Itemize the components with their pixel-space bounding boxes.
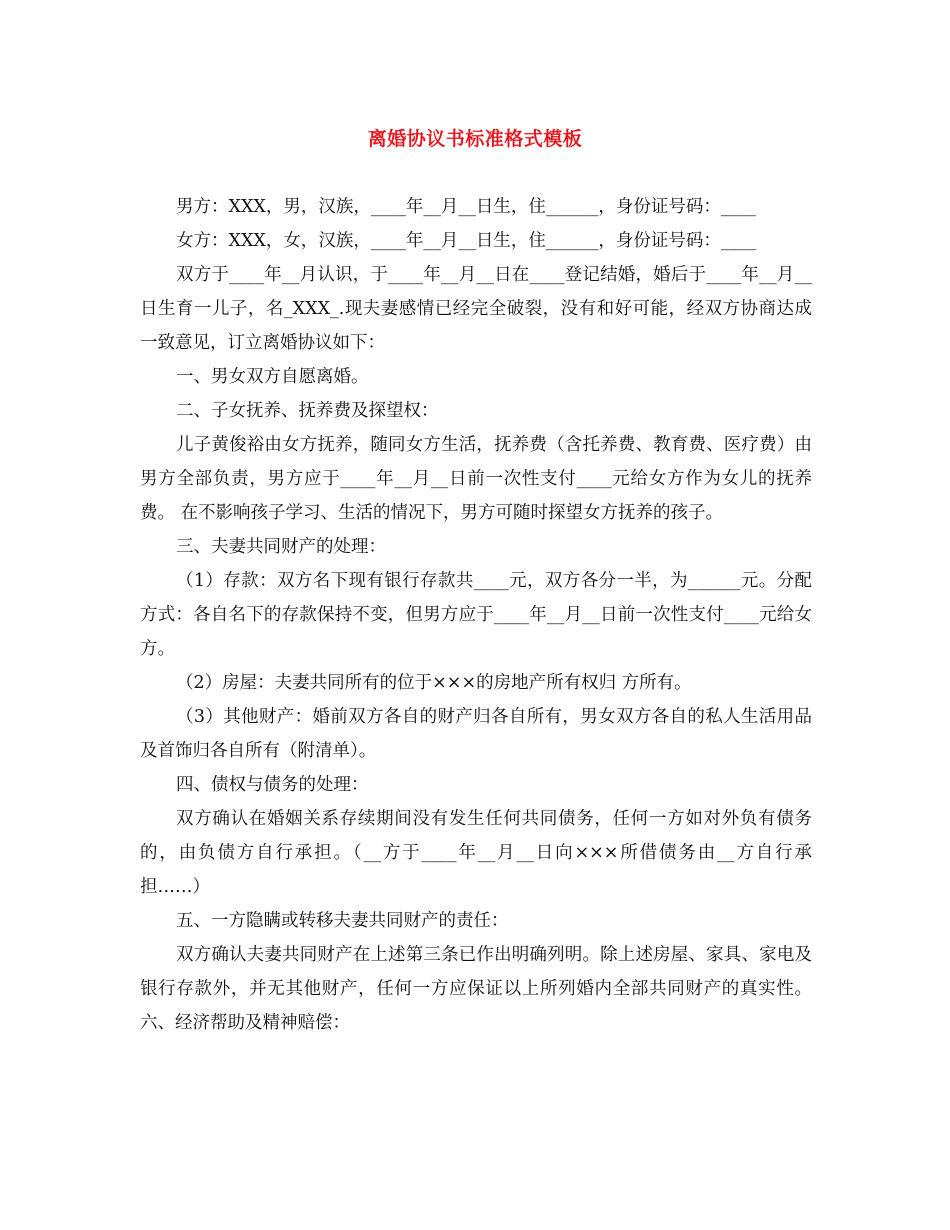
clause-2-body: 儿子黄俊裕由女方抚养，随同女方生活，抚养费（含托养费、教育费、医疗费）由男方全部负责，男方应于____年__月__日前一次性支付____元给女方作为女儿的抚养费。 在不影响孩子学习、生活的情况下，男方可随时探望女方抚养的孩子。 xyxy=(140,435,812,523)
clause-5-body: 双方确认夫妻共同财产在上述第三条已作出明确列明。除上述房屋、家具、家电及银行存款外，并无其他财产，任何一方应保证以上所列婚内全部共同财产的真实性。 六、经济帮助及精神赔偿： xyxy=(140,945,812,1033)
clause-4-heading: 四、债权与债务的处理： xyxy=(176,775,369,795)
clause-3-item-2: （2）房屋：夫妻共同所有的位于×××的房地产所有权归 方所有。 xyxy=(176,673,692,693)
clause-5-heading: 五、一方隐瞒或转移夫妻共同财产的责任： xyxy=(176,911,509,931)
paragraph-male-party: 男方：XXX，男，汉族，____年__月__日生，住______，身份证号码：____ xyxy=(176,197,756,217)
clause-2-heading: 二、子女抚养、抚养费及探望权： xyxy=(176,401,439,421)
clause-4-body: 双方确认在婚姻关系存续期间没有发生任何共同债务，任何一方如对外负有债务的，由负债方自行承担。（__方于____年__月__日向×××所借债务由__方自行承担……） xyxy=(140,809,812,897)
clause-1-heading: 一、男女双方自愿离婚。 xyxy=(176,367,369,387)
clause-3-item-1: （1）存款：双方名下现有银行存款共____元，双方各分一半，为______元。分配方式：各自名下的存款保持不变，但男方应于____年__月__日前一次性支付____元给女方。 xyxy=(140,571,812,659)
paragraph-background: 双方于____年__月认识，于____年__月__日在____登记结婚，婚后于____年__月__日生育一儿子，名_XXX_.现夫妻感情已经完全破裂，没有和好可能，经双方协商达成一致意见，订立离婚协议如下： xyxy=(140,265,812,353)
paragraph-female-party: 女方：XXX，女，汉族，____年__月__日生，住______，身份证号码：____ xyxy=(176,231,756,251)
document-title: 离婚协议书标准格式模板 xyxy=(367,128,583,150)
document-body xyxy=(140,190,812,1040)
clause-3-item-3: （3）其他财产：婚前双方各自的财产归各自所有，男女双方各自的私人生活用品及首饰归各自所有（附清单）。 xyxy=(140,707,812,761)
clause-3-heading: 三、夫妻共同财产的处理： xyxy=(176,537,386,557)
